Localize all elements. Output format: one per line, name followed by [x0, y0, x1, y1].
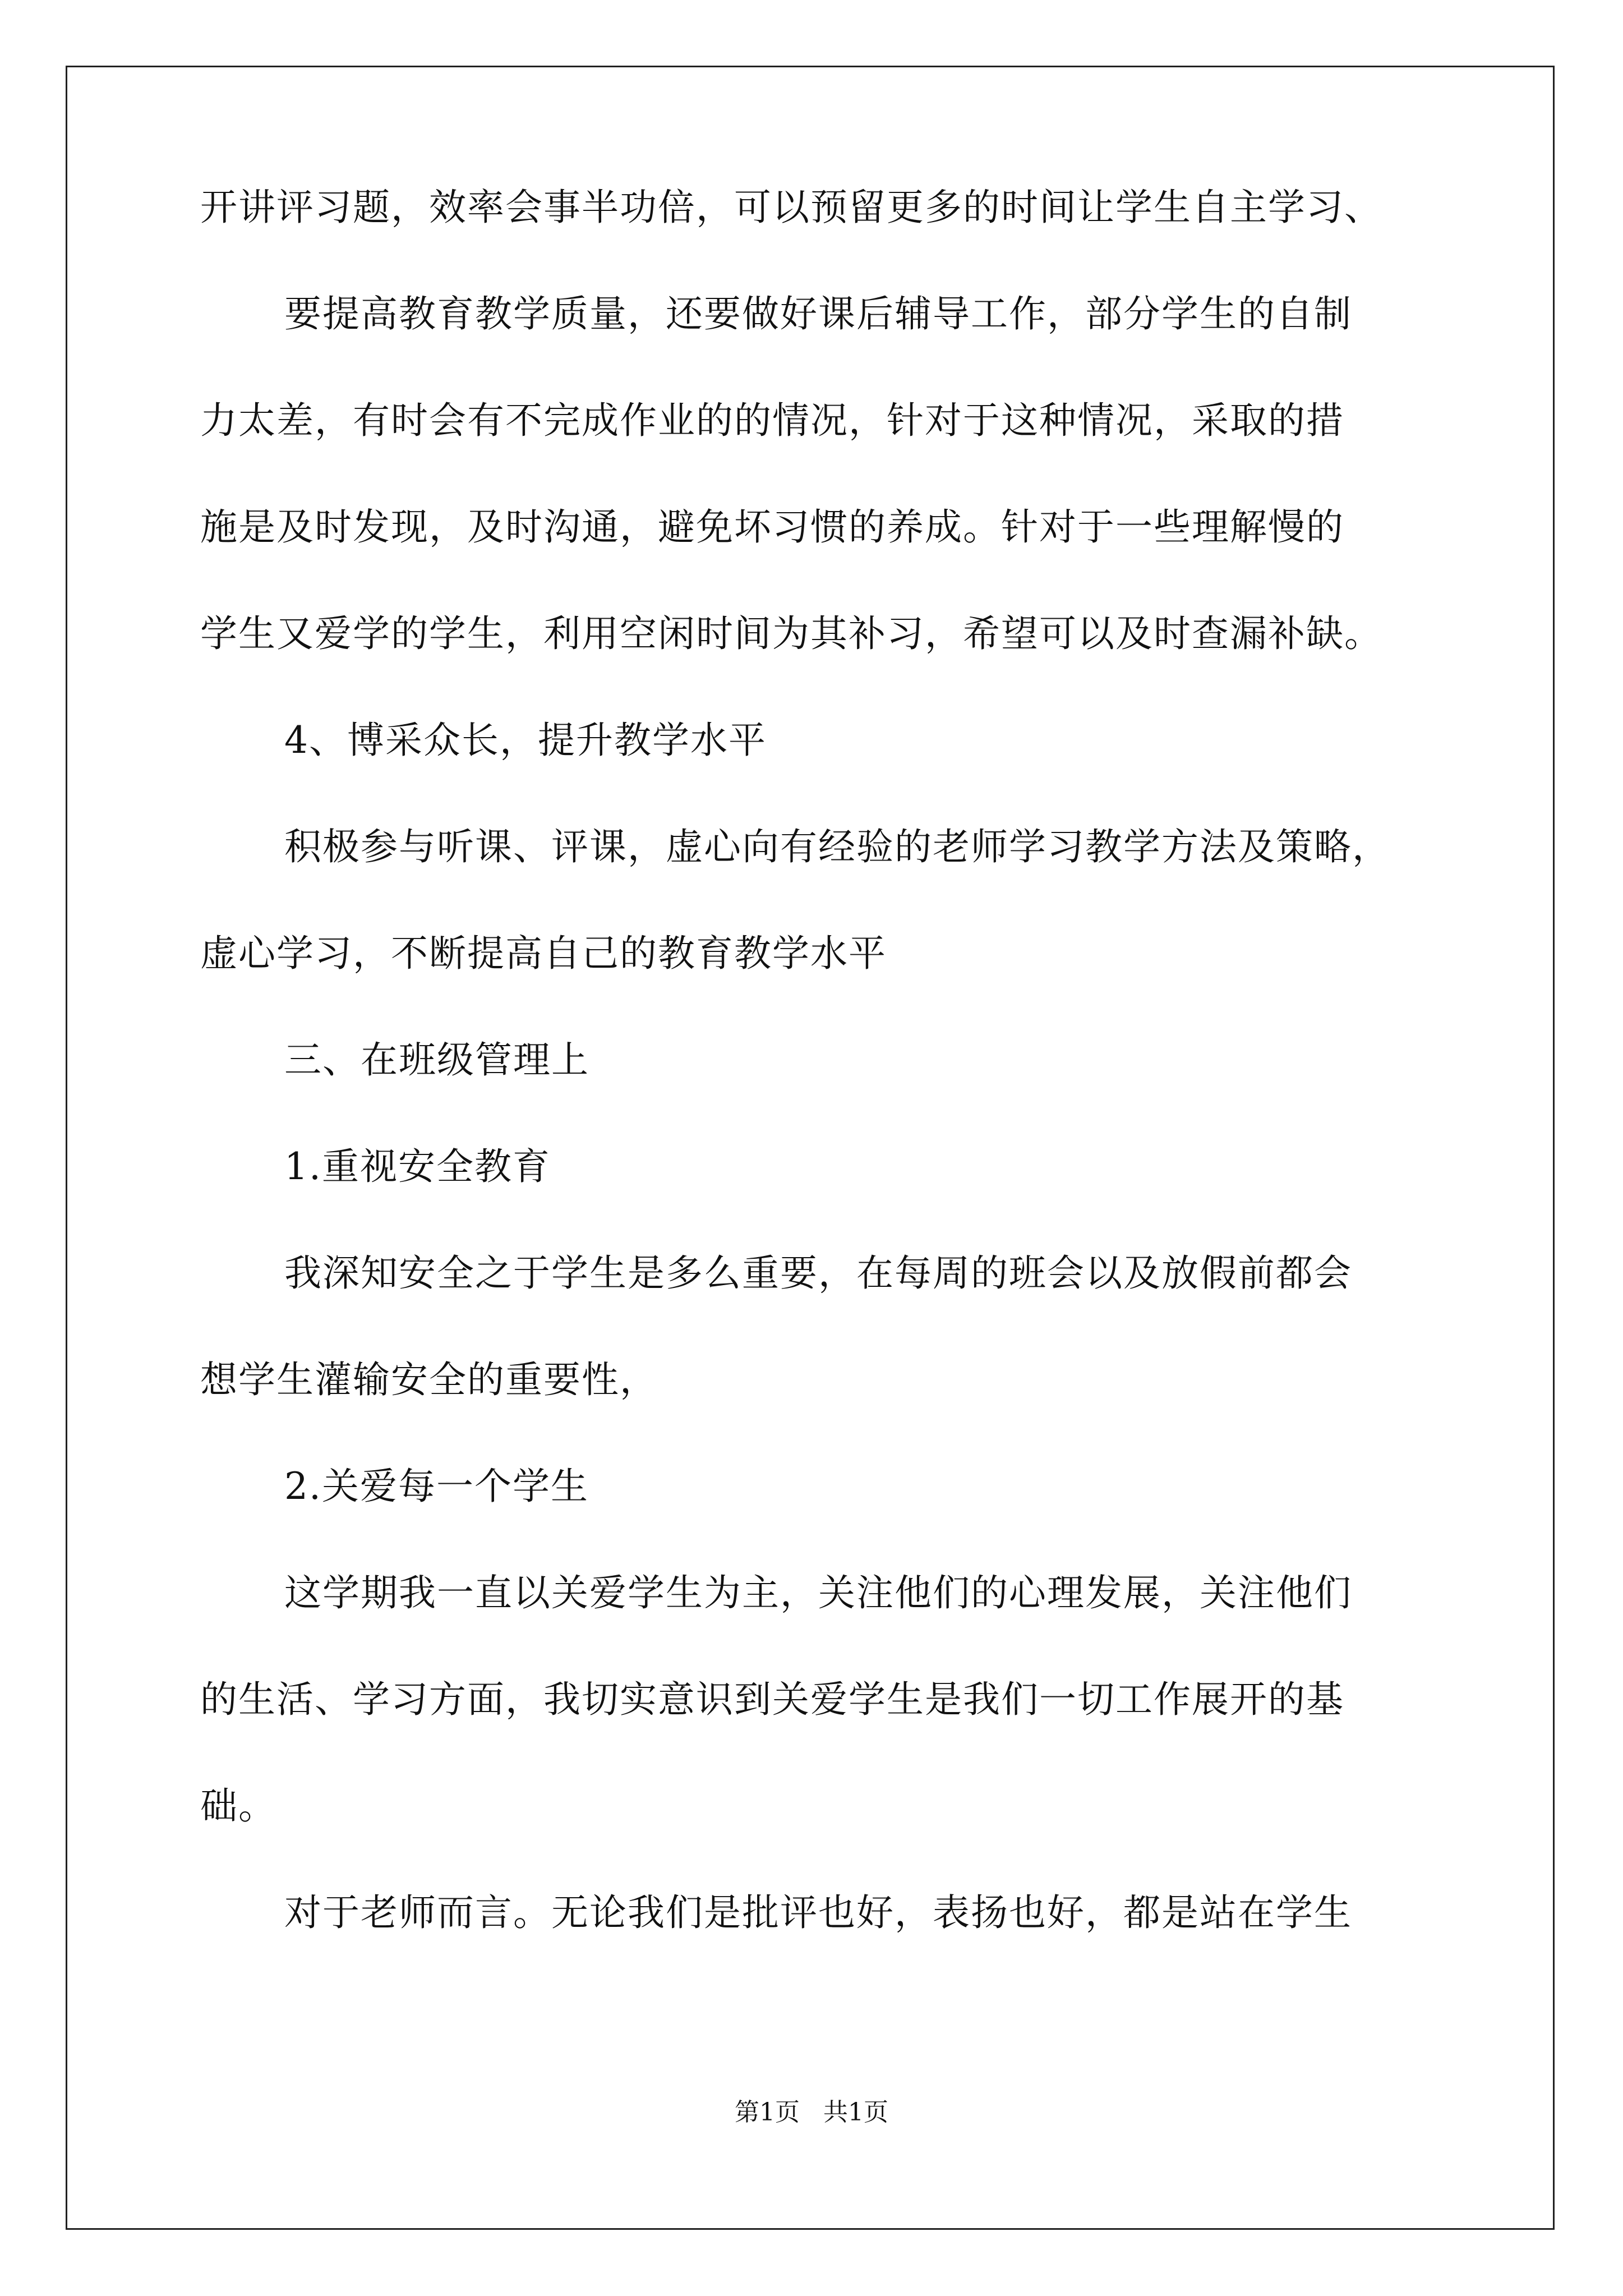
text-line: 础。 — [200, 1784, 276, 1828]
section-heading: 1.重视安全教育 — [284, 1145, 551, 1188]
text-line: 想学生灌输安全的重要性， — [200, 1358, 658, 1401]
text-line: 的生活、学习方面，我切实意识到关爱学生是我们一切工作展开的基 — [200, 1678, 1344, 1721]
text-line: 要提高教育教学质量，还要做好课后辅导工作，部分学生的自制 — [284, 292, 1352, 335]
page-number: 第1页 — [735, 2098, 800, 2127]
text-line: 对于老师而言。无论我们是批评也好，表扬也好，都是站在学生 — [284, 1891, 1352, 1934]
text-line: 积极参与听课、评课，虚心向有经验的老师学习教学方法及策略， — [284, 825, 1390, 868]
page-footer — [0, 2096, 1623, 2129]
text-line: 学生又爱学的学生，利用空闲时间为其补习，希望可以及时查漏补缺。 — [200, 612, 1382, 655]
text-line: 虚心学习，不断提高自己的教育教学水平 — [200, 932, 887, 975]
text-line: 开讲评习题，效率会事半功倍，可以预留更多的时间让学生自主学习、 — [200, 186, 1382, 229]
text-line: 我深知安全之于学生是多么重要，在每周的班会以及放假前都会 — [284, 1251, 1352, 1295]
text-line: 这学期我一直以关爱学生为主，关注他们的心理发展，关注他们 — [284, 1571, 1352, 1614]
section-heading: 4、博采众长，提升教学水平 — [284, 719, 767, 762]
page-total: 共1页 — [823, 2098, 888, 2127]
section-heading: 三、在班级管理上 — [284, 1038, 589, 1082]
section-heading: 2.关爱每一个学生 — [284, 1465, 589, 1508]
text-line: 力太差，有时会有不完成作业的的情况，针对于这种情况，采取的措 — [200, 399, 1344, 442]
text-line: 施是及时发现，及时沟通，避免坏习惯的养成。针对于一些理解慢的 — [200, 505, 1344, 549]
